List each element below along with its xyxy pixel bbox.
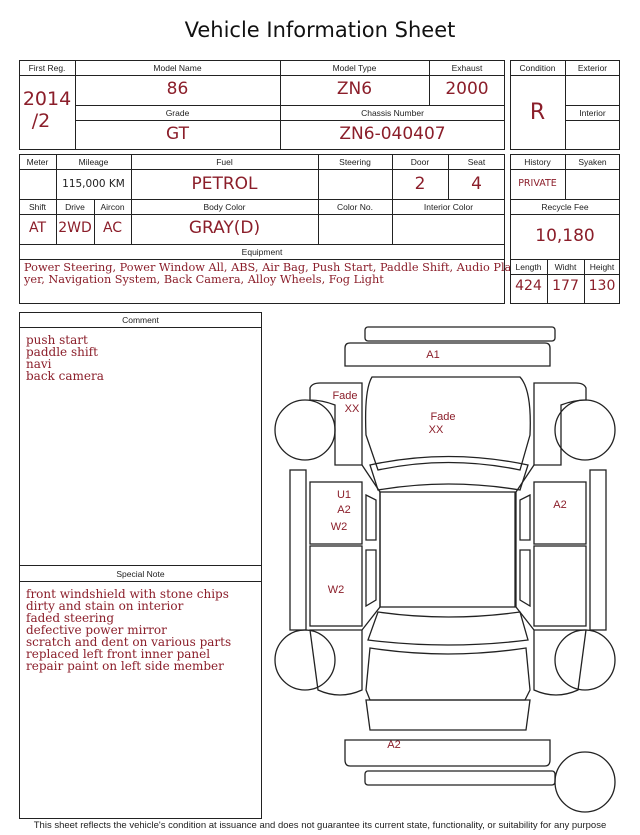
- front-left-wheel: [275, 400, 335, 460]
- trunk: [366, 648, 530, 700]
- height-value: 130: [588, 278, 616, 294]
- recycle-fee-value: 10,180: [535, 226, 595, 246]
- page-title: Vehicle Information Sheet: [184, 18, 456, 42]
- mark-right-door: A2: [553, 499, 567, 511]
- mark-left-fender-1: Fade: [332, 390, 358, 402]
- special-note-label: Special Note: [116, 569, 165, 579]
- rear-panel: [366, 700, 530, 730]
- width-value: 177: [552, 278, 579, 294]
- equipment-label: Equipment: [241, 247, 283, 257]
- length-value: 424: [515, 278, 542, 294]
- mark-front-bumper: A1: [426, 349, 440, 361]
- shift-value: AT: [28, 220, 47, 236]
- fuel-label: Fuel: [216, 157, 233, 167]
- spare-wheel: [555, 752, 615, 812]
- interior-color-label: Interior Color: [423, 202, 474, 212]
- exhaust-label: Exhaust: [451, 63, 483, 73]
- model-name-label: Model Name: [153, 63, 202, 73]
- fuel-value: PETROL: [191, 174, 258, 194]
- special-note-line: scratch and dent on various parts: [26, 635, 232, 649]
- mark-hood-1: Fade: [430, 411, 456, 423]
- seat-label: Seat: [467, 157, 486, 167]
- comment-line: back camera: [26, 369, 104, 383]
- right-front-door: [534, 482, 586, 544]
- equipment-line-2: yer, Navigation System, Back Camera, Alloy Wheels, Fog Light: [24, 273, 384, 286]
- right-front-fender: [534, 383, 586, 465]
- history-value: PRIVATE: [518, 178, 557, 189]
- special-note-line: replaced left front inner panel: [26, 647, 211, 661]
- height-label: Height: [589, 262, 615, 272]
- grade-label: Grade: [165, 108, 190, 118]
- roof: [380, 492, 515, 607]
- mark-left-door-1: U1: [336, 489, 352, 501]
- rear-bumper-outline: [365, 771, 555, 785]
- drive-label: Drive: [65, 202, 85, 212]
- mark-hood-2: XX: [428, 424, 444, 436]
- model-type-value: ZN6: [336, 79, 373, 99]
- mark-left-fender-2: XX: [344, 403, 360, 415]
- rear-bumper: [345, 740, 550, 766]
- right-rear-fender: [534, 630, 586, 695]
- syaken-label: Syaken: [578, 157, 607, 167]
- rear-window: [368, 612, 528, 645]
- steering-label: Steering: [339, 157, 371, 167]
- door-label: Door: [410, 157, 430, 167]
- comment-line: push start: [26, 333, 88, 347]
- condition-label: Condition: [519, 63, 556, 73]
- grade-value: GT: [166, 124, 189, 144]
- meter-label: Meter: [26, 157, 49, 167]
- special-note-line: dirty and stain on interior: [26, 599, 184, 613]
- front-bumper: [345, 343, 550, 366]
- exterior-label: Exterior: [577, 63, 608, 73]
- mark-left-door-2: A2: [337, 504, 351, 516]
- door-value: 2: [414, 174, 426, 194]
- first-reg-year: 2014: [22, 88, 72, 110]
- special-note-line: faded steering: [26, 611, 115, 625]
- body-color-value: GRAY(D): [188, 218, 261, 238]
- mark-left-rear-door: W2: [327, 584, 345, 596]
- condition-grade: R: [529, 100, 546, 125]
- comment-line: navi: [26, 357, 52, 371]
- front-right-wheel: [555, 400, 615, 460]
- special-note-line: front windshield with stone chips: [26, 587, 229, 601]
- history-label: History: [524, 157, 551, 167]
- special-note-line: repair paint on left side member: [26, 659, 224, 673]
- car-damage-diagram: [266, 315, 630, 820]
- mark-rear-bumper: A2: [387, 739, 401, 751]
- comment-line: paddle shift: [26, 345, 98, 359]
- body-color-label: Body Color: [203, 202, 246, 212]
- aircon-value: AC: [102, 220, 123, 236]
- interior-label: Interior: [579, 108, 606, 118]
- rear-left-wheel: [275, 630, 335, 690]
- first-reg-month: /2: [31, 110, 51, 132]
- right-side-sill: [590, 470, 606, 630]
- left-side-sill: [290, 470, 306, 630]
- shift-label: Shift: [28, 202, 46, 212]
- color-no-label: Color No.: [337, 202, 373, 212]
- first-reg-label: First Reg.: [28, 63, 66, 73]
- drive-value: 2WD: [58, 220, 92, 236]
- right-rear-door: [534, 546, 586, 626]
- windshield: [370, 457, 528, 491]
- disclaimer-footer: This sheet reflects the vehicle's condition at issuance and does not guarantee its current state, functionality, or suitability for any purpose: [33, 820, 607, 831]
- comment-label: Comment: [122, 315, 159, 325]
- chassis-number-label: Chassis Number: [361, 108, 424, 118]
- mileage-label: Mileage: [78, 157, 109, 167]
- equipment-line-1: Power Steering, Power Window All, ABS, Air Bag, Push Start, Paddle Shift, Audio Pla: [24, 261, 512, 274]
- chassis-number-value: ZN6-040407: [339, 124, 446, 144]
- mileage-value: 115,000 KM: [62, 178, 125, 190]
- exhaust-value: 2000: [445, 79, 489, 99]
- seat-value: 4: [471, 174, 482, 194]
- model-name-value: 86: [166, 79, 189, 99]
- front-bumper-outline: [365, 327, 555, 341]
- aircon-label: Aircon: [100, 202, 125, 212]
- special-note-line: defective power mirror: [26, 623, 167, 637]
- model-type-label: Model Type: [332, 63, 377, 73]
- recycle-fee-label: Recycle Fee: [541, 202, 589, 212]
- mark-left-door-3: W2: [330, 521, 348, 533]
- left-rear-fender: [310, 630, 362, 695]
- length-label: Length: [515, 262, 542, 272]
- width-label: Widht: [554, 262, 577, 272]
